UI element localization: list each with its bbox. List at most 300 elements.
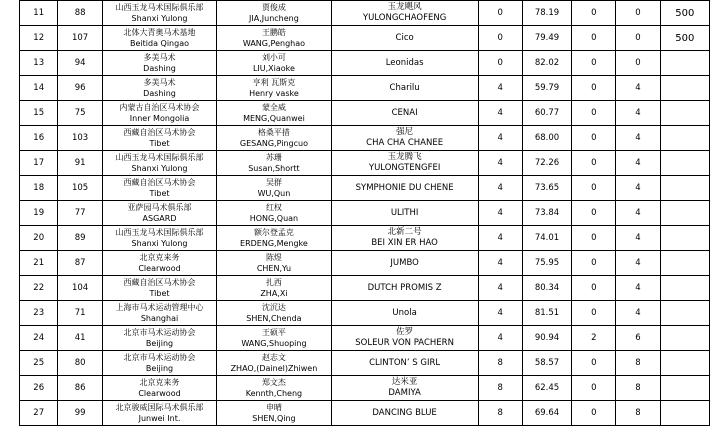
- results-rows: [20, 1, 710, 426]
- cell-text: 4: [497, 158, 503, 168]
- cell-text-en: Tibet: [149, 289, 170, 298]
- cell-text: ULITHI: [390, 208, 419, 218]
- cell-text-cn: 刘小可: [261, 53, 286, 62]
- cell-text-cn: 格桑平措: [257, 128, 290, 137]
- total-faults-cell: [616, 276, 660, 301]
- cell-text-en: Dashing: [143, 89, 176, 98]
- results-table: [19, 0, 710, 426]
- cell-text-cn: 西藏自治区马术协会: [123, 178, 196, 187]
- time-faults-cell: [572, 51, 616, 76]
- time-faults-cell: [572, 151, 616, 176]
- table-row: [20, 151, 710, 176]
- rank-cell: [20, 151, 58, 176]
- horse-cell: [331, 1, 478, 26]
- cell-text: 16: [33, 133, 45, 143]
- cell-text: 8: [635, 408, 641, 418]
- time-cell: [522, 226, 571, 251]
- faults-cell: [478, 1, 522, 26]
- cell-text: 8: [497, 383, 503, 393]
- cell-text: CENAI: [391, 108, 418, 118]
- time-cell: [522, 276, 571, 301]
- cell-text: 107: [71, 33, 89, 43]
- cell-text-cn: 北京克来务: [139, 253, 180, 262]
- cell-text-en: SOLEUR VON PACHERN: [355, 338, 454, 348]
- horse-cell: [331, 326, 478, 351]
- time-faults-cell: [572, 126, 616, 151]
- cell-text: Cico: [395, 33, 414, 43]
- horse-cell: [331, 226, 478, 251]
- total-faults-cell: [616, 301, 660, 326]
- cell-text-en: GESANG,Pingcuo: [239, 139, 308, 148]
- time-cell: [522, 26, 571, 51]
- table-row: [20, 101, 710, 126]
- horse-cell: [331, 126, 478, 151]
- time-cell: [522, 201, 571, 226]
- cell-text: JUMBO: [390, 258, 419, 268]
- time-cell: [522, 1, 571, 26]
- cell-text-en: Shanxi Yulong: [131, 239, 188, 248]
- bib-cell: [58, 126, 102, 151]
- cell-text: 8: [635, 383, 641, 393]
- cell-text: 4: [635, 158, 641, 168]
- faults-cell: [478, 326, 522, 351]
- prize-cell: [660, 226, 709, 251]
- cell-text-cn: 强尼: [396, 127, 414, 137]
- bib-cell: [58, 151, 102, 176]
- prize-cell: [660, 101, 709, 126]
- club-cell: [102, 176, 216, 201]
- time-faults-cell: [572, 101, 616, 126]
- horse-cell: [331, 176, 478, 201]
- table-row: [20, 51, 710, 76]
- prize-cell: [660, 151, 709, 176]
- cell-text-en: Shanghai: [140, 314, 179, 323]
- cell-text-en: Beijing: [145, 339, 174, 348]
- cell-text-cn: 北京市马术运动协会: [123, 353, 196, 362]
- cell-text-cn: 苏珊: [265, 153, 282, 162]
- cell-text: 86: [74, 383, 86, 393]
- cell-text-cn: 北新二号: [387, 227, 422, 237]
- total-faults-cell: [616, 51, 660, 76]
- time-cell: [522, 51, 571, 76]
- total-faults-cell: [616, 226, 660, 251]
- faults-cell: [478, 176, 522, 201]
- rider-cell: [217, 301, 331, 326]
- horse-cell: [331, 251, 478, 276]
- cell-text-cn: 王鹏皓: [261, 28, 286, 37]
- cell-text-cn: 赵志文: [261, 353, 286, 362]
- rank-cell: [20, 51, 58, 76]
- time-cell: [522, 301, 571, 326]
- cell-text: 91: [74, 158, 86, 168]
- club-cell: [102, 26, 216, 51]
- prize-cell: [660, 51, 709, 76]
- rider-cell: [217, 276, 331, 301]
- cell-text: 4: [635, 133, 641, 143]
- rank-cell: [20, 326, 58, 351]
- cell-text: 0: [591, 233, 597, 243]
- table-row: [20, 176, 710, 201]
- rider-cell: [217, 26, 331, 51]
- prize-cell: [660, 376, 709, 401]
- cell-text-cn: 贾俊成: [261, 3, 286, 12]
- prize-cell: [660, 201, 709, 226]
- bib-cell: [58, 201, 102, 226]
- club-cell: [102, 126, 216, 151]
- cell-text: 0: [591, 58, 597, 68]
- cell-text: 87: [74, 258, 86, 268]
- horse-cell: [331, 26, 478, 51]
- rider-cell: [217, 176, 331, 201]
- rank-cell: [20, 1, 58, 26]
- cell-text: 0: [591, 408, 597, 418]
- rider-cell: [217, 401, 331, 426]
- cell-text: 77: [74, 208, 86, 218]
- cell-text: 75.95: [534, 258, 560, 268]
- cell-text: 24: [33, 333, 45, 343]
- cell-text: 4: [497, 208, 503, 218]
- cell-text: 73.84: [534, 208, 560, 218]
- cell-text-cn: 西藏自治区马术协会: [123, 278, 196, 287]
- cell-text: 0: [591, 358, 597, 368]
- cell-text: 71: [74, 308, 86, 318]
- cell-text-en: Dashing: [143, 64, 176, 73]
- cell-text: 4: [635, 108, 641, 118]
- club-cell: [102, 151, 216, 176]
- cell-text-en: Tibet: [149, 139, 170, 148]
- bib-cell: [58, 251, 102, 276]
- cell-text: 68.00: [534, 133, 560, 143]
- cell-text: 4: [497, 308, 503, 318]
- faults-cell: [478, 126, 522, 151]
- cell-text-en: Shanxi Yulong: [131, 14, 188, 23]
- faults-cell: [478, 26, 522, 51]
- cell-text: 22: [33, 283, 45, 293]
- cell-text-en: WANG,Penghao: [242, 39, 306, 48]
- rank-cell: [20, 26, 58, 51]
- rank-cell: [20, 251, 58, 276]
- cell-text: 14: [33, 83, 45, 93]
- cell-text: 0: [497, 33, 503, 43]
- cell-text-en: CHA CHA CHANEE: [366, 138, 444, 148]
- cell-text: 18: [33, 183, 45, 193]
- cell-text: 0: [591, 208, 597, 218]
- club-cell: [102, 301, 216, 326]
- horse-cell: [331, 301, 478, 326]
- cell-text: 104: [71, 283, 89, 293]
- table-row: [20, 351, 710, 376]
- bib-cell: [58, 301, 102, 326]
- cell-text: 94: [74, 58, 86, 68]
- total-faults-cell: [616, 376, 660, 401]
- cell-text-en: Clearwood: [138, 389, 181, 398]
- cell-text: 75: [74, 108, 86, 118]
- horse-cell: [331, 276, 478, 301]
- cell-text: 26: [33, 383, 45, 393]
- cell-text-en: SHEN,Qing: [252, 414, 296, 423]
- bib-cell: [58, 51, 102, 76]
- cell-text-en: HONG,Quan: [249, 214, 299, 223]
- cell-text: 4: [635, 258, 641, 268]
- time-faults-cell: [572, 326, 616, 351]
- rider-cell: [217, 251, 331, 276]
- cell-text-en: YULONGCHAOFENG: [362, 13, 447, 23]
- cell-text-cn: 红权: [265, 203, 282, 212]
- cell-text-en: Inner Mongolia: [129, 114, 190, 123]
- cell-text: 0: [497, 8, 503, 18]
- cell-text: 99: [74, 408, 86, 418]
- table-row: [20, 76, 710, 101]
- cell-text: 19: [33, 208, 45, 218]
- time-faults-cell: [572, 1, 616, 26]
- time-cell: [522, 126, 571, 151]
- cell-text: 4: [635, 183, 641, 193]
- club-cell: [102, 76, 216, 101]
- cell-text: 73.65: [534, 183, 560, 193]
- cell-text: 500: [675, 7, 695, 19]
- table-row: [20, 301, 710, 326]
- time-cell: [522, 351, 571, 376]
- cell-text-cn: 上海市马术运动管理中心: [115, 303, 204, 312]
- cell-text-en: SHEN,Chenda: [246, 314, 302, 323]
- faults-cell: [478, 251, 522, 276]
- prize-cell: [660, 1, 709, 26]
- table-row: [20, 201, 710, 226]
- cell-text-en: ZHAO,(Dainel)Zhiwen: [230, 364, 318, 373]
- cell-text-cn: 山西玉龙马术国际俱乐部: [115, 153, 204, 162]
- horse-cell: [331, 76, 478, 101]
- faults-cell: [478, 376, 522, 401]
- cell-text: 0: [635, 33, 641, 43]
- total-faults-cell: [616, 201, 660, 226]
- cell-text-en: Tibet: [149, 189, 170, 198]
- cell-text: Charilu: [389, 83, 420, 93]
- cell-text: 80.34: [534, 283, 560, 293]
- faults-cell: [478, 76, 522, 101]
- time-cell: [522, 326, 571, 351]
- cell-text-en: Clearwood: [138, 264, 181, 273]
- club-cell: [102, 276, 216, 301]
- cell-text: 17: [33, 158, 45, 168]
- cell-text-en: Shanxi Yulong: [131, 164, 188, 173]
- rank-cell: [20, 301, 58, 326]
- horse-cell: [331, 151, 478, 176]
- cell-text: 8: [497, 358, 503, 368]
- bib-cell: [58, 326, 102, 351]
- cell-text: 8: [497, 408, 503, 418]
- cell-text: DANCING BLUE: [372, 408, 437, 418]
- prize-cell: [660, 251, 709, 276]
- time-faults-cell: [572, 201, 616, 226]
- time-cell: [522, 101, 571, 126]
- cell-text: Unola: [392, 308, 417, 318]
- faults-cell: [478, 51, 522, 76]
- cell-text-cn: 山西玉龙马术国际俱乐部: [115, 3, 204, 12]
- time-faults-cell: [572, 26, 616, 51]
- cell-text: 11: [33, 8, 45, 18]
- cell-text: 12: [33, 33, 45, 43]
- time-cell: [522, 151, 571, 176]
- horse-cell: [331, 201, 478, 226]
- cell-text-cn: 沈沉达: [261, 303, 286, 312]
- rider-cell: [217, 376, 331, 401]
- bib-cell: [58, 351, 102, 376]
- cell-text: 4: [635, 233, 641, 243]
- club-cell: [102, 251, 216, 276]
- total-faults-cell: [616, 176, 660, 201]
- time-cell: [522, 176, 571, 201]
- cell-text: CLINTON’ S GIRL: [369, 358, 441, 368]
- bib-cell: [58, 401, 102, 426]
- cell-text: 0: [591, 133, 597, 143]
- cell-text: 21: [33, 258, 45, 268]
- horse-cell: [331, 401, 478, 426]
- faults-cell: [478, 101, 522, 126]
- cell-text: 79.49: [534, 33, 560, 43]
- club-cell: [102, 201, 216, 226]
- rider-cell: [217, 226, 331, 251]
- cell-text: 0: [591, 108, 597, 118]
- club-cell: [102, 351, 216, 376]
- cell-text: 4: [497, 258, 503, 268]
- prize-cell: [660, 26, 709, 51]
- cell-text-cn: 多美马术: [143, 78, 176, 87]
- cell-text: 103: [71, 133, 89, 143]
- cell-text-en: ASGARD: [142, 214, 177, 223]
- cell-text: 4: [635, 308, 641, 318]
- faults-cell: [478, 201, 522, 226]
- bib-cell: [58, 76, 102, 101]
- cell-text-cn: 北京克来务: [139, 378, 180, 387]
- cell-text-cn: 北京市马术运动协会: [123, 328, 196, 337]
- time-cell: [522, 76, 571, 101]
- table-row: [20, 401, 710, 426]
- cell-text: 4: [635, 208, 641, 218]
- rank-cell: [20, 351, 58, 376]
- cell-text: 4: [635, 283, 641, 293]
- club-cell: [102, 326, 216, 351]
- cell-text: 25: [33, 358, 45, 368]
- cell-text-en: BEI XIN ER HAO: [371, 238, 438, 248]
- cell-text-cn: 西藏自治区马术协会: [123, 128, 196, 137]
- prize-cell: [660, 351, 709, 376]
- prize-cell: [660, 176, 709, 201]
- cell-text: 0: [591, 183, 597, 193]
- cell-text: 96: [74, 83, 86, 93]
- horse-cell: [331, 101, 478, 126]
- cell-text: 74.01: [534, 233, 560, 243]
- faults-cell: [478, 226, 522, 251]
- cell-text: 4: [497, 233, 503, 243]
- cell-text-en: ERDENG,Mengke: [240, 239, 308, 248]
- cell-text: 0: [591, 83, 597, 93]
- cell-text: 2: [591, 333, 597, 343]
- cell-text: 90.94: [534, 333, 560, 343]
- rank-cell: [20, 401, 58, 426]
- table-row: [20, 326, 710, 351]
- cell-text: 13: [33, 58, 45, 68]
- cell-text: 78.19: [534, 8, 560, 18]
- cell-text-en: WU,Qun: [257, 189, 291, 198]
- cell-text-cn: 玉龙腾飞: [387, 152, 422, 162]
- cell-text: Leonidas: [385, 58, 424, 68]
- cell-text-en: YULONGTENGFEI: [368, 163, 441, 173]
- cell-text: 0: [497, 58, 503, 68]
- rider-cell: [217, 126, 331, 151]
- cell-text-en: ZHA,Xi: [260, 289, 288, 298]
- cell-text-cn: 额尔登孟克: [253, 228, 294, 237]
- cell-text: 500: [675, 32, 695, 44]
- horse-cell: [331, 351, 478, 376]
- cell-text: 60.77: [534, 108, 560, 118]
- total-faults-cell: [616, 76, 660, 101]
- rider-cell: [217, 51, 331, 76]
- cell-text-en: WANG,Shuoping: [241, 339, 307, 348]
- cell-text: 82.02: [534, 58, 560, 68]
- cell-text: 72.26: [534, 158, 560, 168]
- cell-text-cn: 陈煜: [265, 253, 282, 262]
- bib-cell: [58, 101, 102, 126]
- total-faults-cell: [616, 126, 660, 151]
- horse-cell: [331, 51, 478, 76]
- table-row: [20, 226, 710, 251]
- cell-text-en: CHEN,Yu: [256, 264, 292, 273]
- club-cell: [102, 101, 216, 126]
- cell-text: 4: [497, 183, 503, 193]
- time-faults-cell: [572, 276, 616, 301]
- cell-text: 15: [33, 108, 45, 118]
- cell-text: 4: [497, 333, 503, 343]
- prize-cell: [660, 76, 709, 101]
- cell-text: 81.51: [534, 308, 560, 318]
- rider-cell: [217, 1, 331, 26]
- cell-text: 88: [74, 8, 86, 18]
- cell-text: 4: [497, 133, 503, 143]
- club-cell: [102, 376, 216, 401]
- faults-cell: [478, 351, 522, 376]
- cell-text: 105: [71, 183, 89, 193]
- rank-cell: [20, 76, 58, 101]
- faults-cell: [478, 276, 522, 301]
- table-row: [20, 376, 710, 401]
- cell-text: 0: [591, 383, 597, 393]
- cell-text: 41: [74, 333, 86, 343]
- cell-text: 62.45: [534, 383, 560, 393]
- rider-cell: [217, 201, 331, 226]
- faults-cell: [478, 301, 522, 326]
- time-faults-cell: [572, 401, 616, 426]
- cell-text: 4: [635, 83, 641, 93]
- cell-text-cn: 多美马术: [143, 53, 176, 62]
- time-faults-cell: [572, 226, 616, 251]
- cell-text-en: Junwei Int.: [138, 414, 181, 423]
- rank-cell: [20, 176, 58, 201]
- cell-text-cn: 亚萨园马术俱乐部: [127, 203, 192, 212]
- cell-text-en: LIU,Xiaoke: [252, 64, 295, 73]
- total-faults-cell: [616, 101, 660, 126]
- club-cell: [102, 401, 216, 426]
- total-faults-cell: [616, 151, 660, 176]
- cell-text: 0: [635, 58, 641, 68]
- time-faults-cell: [572, 176, 616, 201]
- rider-cell: [217, 151, 331, 176]
- faults-cell: [478, 401, 522, 426]
- bib-cell: [58, 1, 102, 26]
- cell-text: 59.79: [534, 83, 560, 93]
- cell-text-cn: 王硕平: [261, 328, 286, 337]
- cell-text: 4: [497, 83, 503, 93]
- cell-text: 80: [74, 358, 86, 368]
